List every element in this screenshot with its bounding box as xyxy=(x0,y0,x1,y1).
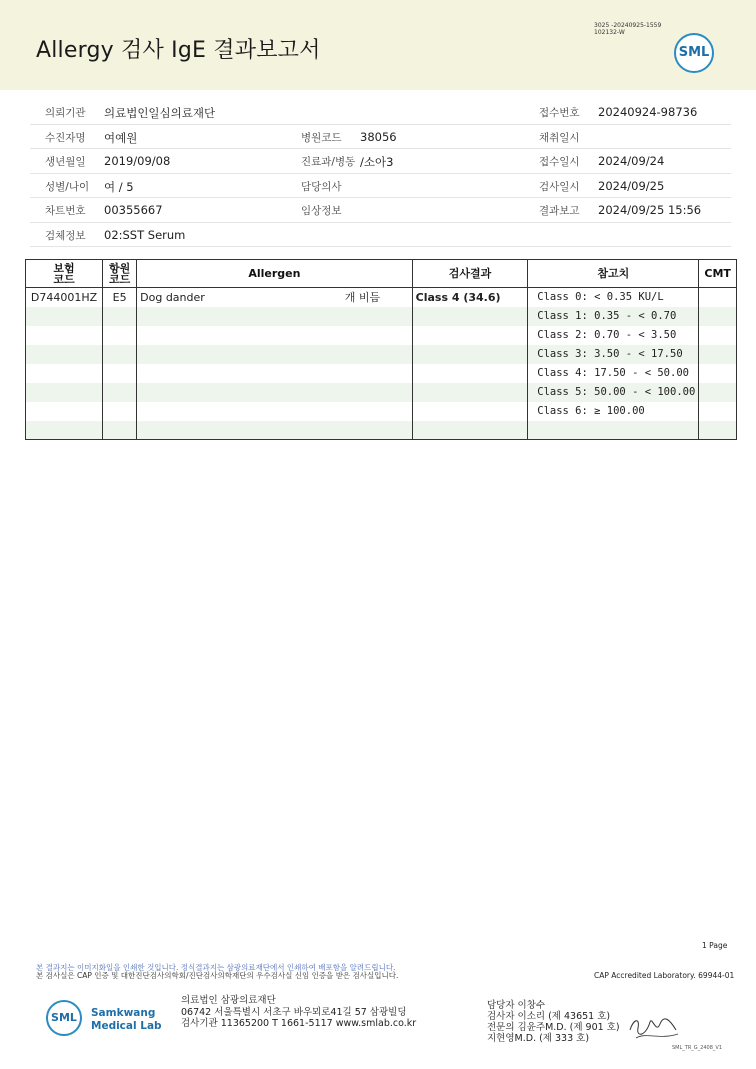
company-name-line1: Samkwang xyxy=(91,1007,156,1019)
reference-cell: Class 1: 0.35 - < 0.70 xyxy=(528,307,699,326)
specimen-value: 02:SST Serum xyxy=(104,227,186,242)
hospital-code-value: 38056 xyxy=(360,129,397,144)
sml-logo-text: SML xyxy=(678,45,710,60)
table-row xyxy=(26,307,737,326)
antigen-code-cell: E5 xyxy=(103,288,137,307)
info-row xyxy=(30,125,731,150)
insurance-code-cell: D744001HZ xyxy=(26,288,103,307)
sex-age-label: 성별/나이 xyxy=(45,180,90,193)
dept-value: /소아3 xyxy=(360,155,394,169)
footer-company-name xyxy=(91,1007,162,1033)
report-date-label: 결과보고 xyxy=(539,205,580,217)
hospital-code-label: 병원코드 xyxy=(301,131,342,144)
receipt-no-value: 20240924-98736 xyxy=(598,105,698,119)
header-reference: 참고치 xyxy=(528,260,699,288)
allergen-english: Dog dander xyxy=(140,291,205,305)
header-insurance-code-line2: 코드 xyxy=(53,272,75,286)
staff-line4: 지현영M.D. (제 333 호) xyxy=(487,1033,590,1044)
signature-icon xyxy=(626,1012,682,1042)
name-label: 수진자명 xyxy=(45,131,86,144)
table-row xyxy=(26,364,737,383)
address-line3: 검사기관 11365200 T 1661-5117 www.smlab.co.kr xyxy=(181,1018,417,1029)
address-line2: 06742 서울특별시 서초구 바우뫼로41길 57 삼광빌딩 xyxy=(181,1006,407,1018)
specimen-label: 검체정보 xyxy=(45,229,86,242)
cap-accreditation: CAP Accredited Laboratory. 69944-01 xyxy=(594,971,735,980)
header-insurance-code xyxy=(26,260,103,288)
sml-logo xyxy=(674,33,714,73)
header-antigen-code-line2: 코드 xyxy=(109,272,131,286)
report-title: Allergy 검사 IgE 결과보고서 xyxy=(36,38,321,63)
name-value: 여예원 xyxy=(104,130,138,145)
cmt-cell xyxy=(699,288,737,307)
patient-info xyxy=(30,100,731,247)
table-header-row xyxy=(26,260,737,288)
info-row xyxy=(30,223,731,248)
header-allergen: Allergen xyxy=(137,260,413,288)
header-antigen-code xyxy=(103,260,137,288)
result-cell: Class 4 (34.6) xyxy=(412,288,528,307)
table-row xyxy=(26,326,737,345)
institution-label: 의뢰기관 xyxy=(45,107,86,119)
sex-age-value: 여 / 5 xyxy=(104,179,134,194)
result-table xyxy=(25,259,737,440)
clinical-label: 임상정보 xyxy=(301,205,342,217)
reference-cell: Class 4: 17.50 - < 50.00 xyxy=(528,364,699,383)
footer-sml-logo xyxy=(46,1000,82,1036)
receipt-no-label: 접수번호 xyxy=(539,107,580,119)
reference-cell: Class 6: ≥ 100.00 xyxy=(528,402,699,421)
table-row xyxy=(26,345,737,364)
receipt-date-label: 접수일시 xyxy=(539,156,580,168)
form-number: SML_TR_G_2408_V1 xyxy=(672,1045,723,1051)
receipt-date-value: 2024/09/24 xyxy=(598,154,665,168)
info-row xyxy=(30,149,731,174)
footer-address xyxy=(181,995,416,1030)
report-header xyxy=(0,0,756,90)
institution-value: 의료법인일심의료재단 xyxy=(104,106,216,120)
birth-value: 2019/09/08 xyxy=(104,154,171,168)
header-cmt: CMT xyxy=(699,260,737,288)
table-row xyxy=(26,383,737,402)
reference-cell: Class 0: < 0.35 KU/L xyxy=(528,288,699,307)
footer-sml-logo-text: SML xyxy=(51,1011,77,1024)
staff-line3: 전문의 김윤주M.D. (제 901 호) xyxy=(487,1022,620,1033)
document-id xyxy=(594,22,661,36)
company-name-line2: Medical Lab xyxy=(91,1020,162,1032)
dept-label: 진료과/병동 xyxy=(301,156,356,168)
header-result: 검사결과 xyxy=(412,260,528,288)
document-id-line1: 3025 -20240925-1559 xyxy=(594,22,662,29)
chart-no-label: 차트번호 xyxy=(45,205,86,217)
reference-cell: Class 5: 50.00 - < 100.00 xyxy=(528,383,699,402)
table-row xyxy=(26,402,737,421)
image-print-notice: 본 결과지는 이미지화일을 인쇄한 것입니다. 정식결과지는 삼광의료재단에서 인쇄하여 배포함을 알려드립니다. xyxy=(36,963,396,972)
staff-line1: 담당자 이창수 xyxy=(487,1000,546,1011)
chart-no-value: 00355667 xyxy=(104,203,163,217)
doctor-label: 담당의사 xyxy=(301,180,342,193)
table-row xyxy=(26,421,737,440)
header-antigen-code-line1: 항원 xyxy=(109,261,131,275)
footer-staff xyxy=(487,1000,620,1044)
test-date-label: 검사일시 xyxy=(539,180,580,193)
allergen-cell xyxy=(137,288,413,307)
report-date-value: 2024/09/25 15:56 xyxy=(598,203,702,217)
test-date-value: 2024/09/25 xyxy=(598,178,665,193)
info-row xyxy=(30,198,731,223)
birth-label: 생년월일 xyxy=(45,156,86,168)
certification-notice: 본 검사실은 CAP 인증 및 대한진단검사의학회/진단검사의학재단의 우수검사실 신임 인증을 받은 검사실입니다. xyxy=(36,971,399,980)
info-row xyxy=(30,100,731,125)
reference-cell: Class 2: 0.70 - < 3.50 xyxy=(528,326,699,345)
allergen-korean: 개 비듬 xyxy=(344,291,381,305)
header-insurance-code-line1: 보험 xyxy=(53,261,75,275)
reference-cell: Class 3: 3.50 - < 17.50 xyxy=(528,345,699,364)
document-id-line2: 102132-W xyxy=(594,29,625,36)
collection-date-label: 채취일시 xyxy=(539,131,580,144)
info-row xyxy=(30,174,731,199)
staff-line2: 검사자 이소리 (제 43651 호) xyxy=(487,1011,611,1022)
page-number: 1 Page xyxy=(702,941,728,950)
address-line1: 의료법인 삼광의료재단 xyxy=(181,995,276,1006)
table-row xyxy=(26,288,737,307)
